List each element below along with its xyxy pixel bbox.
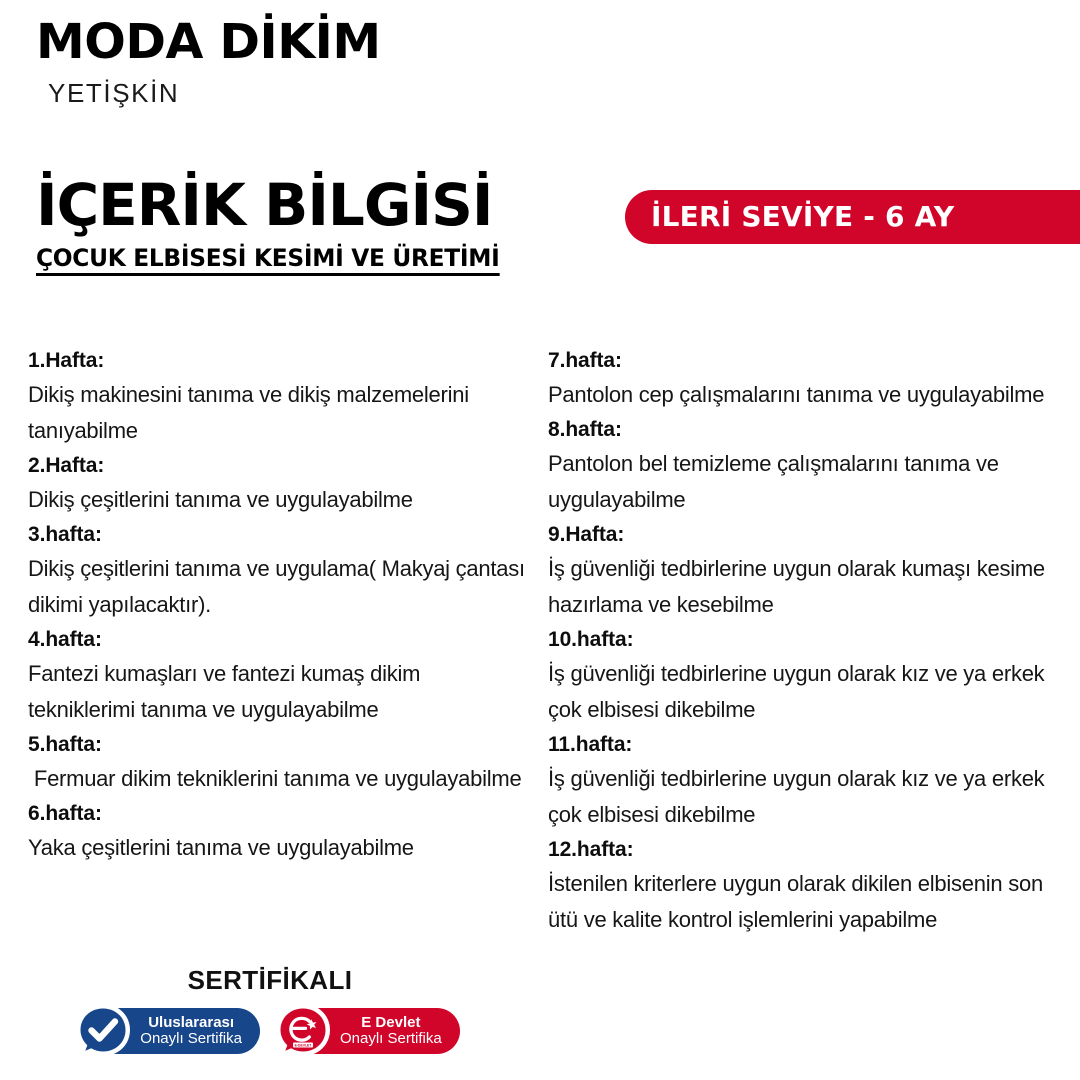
check-circle-icon <box>74 1002 132 1060</box>
week-body: Yaka çeşitlerini tanıma ve uygulayabilme <box>28 835 414 860</box>
week-item <box>548 833 1052 938</box>
week-item <box>548 518 1052 623</box>
week-label: 3.hafta: <box>28 523 102 546</box>
week-item <box>548 413 1052 518</box>
svg-text:E-DEVLET: E-DEVLET <box>294 1043 312 1048</box>
week-item <box>28 797 526 866</box>
week-body: Fermuar dikim tekniklerini tanıma ve uygulayabilme <box>28 766 522 791</box>
curriculum-column-left <box>0 344 540 866</box>
week-label: 2.Hafta: <box>28 454 105 477</box>
certificate-badge-line1: Uluslararası <box>148 1013 235 1031</box>
week-item <box>28 728 526 797</box>
curriculum-column-right <box>540 344 1080 938</box>
week-body: Pantolon cep çalışmalarını tanıma ve uygulayabilme <box>548 382 1045 407</box>
certificate-badge-international <box>80 1008 260 1054</box>
week-item <box>548 623 1052 728</box>
brand-title: MODA DİKİM <box>36 14 381 70</box>
certificate-badge-text <box>136 1015 242 1047</box>
curriculum-columns <box>0 344 1080 938</box>
week-label: 8.hafta: <box>548 418 622 441</box>
week-body: İş güvenliği tedbirlerine uygun olarak kız ve ya erkek çok elbisesi dikebilme <box>548 661 1051 722</box>
certificate-block <box>28 965 512 1054</box>
certificate-badge-line2: Onaylı Sertifika <box>340 1030 442 1047</box>
certificate-badges <box>28 1008 512 1054</box>
certificate-badge-text <box>336 1015 442 1047</box>
section-heading <box>36 171 656 276</box>
certificate-badge-line1: E Devlet <box>361 1013 421 1031</box>
week-body: Dikiş makinesini tanıma ve dikiş malzemelerini tanıyabilme <box>28 382 475 443</box>
week-label: 10.hafta: <box>548 628 634 651</box>
week-label: 12.hafta: <box>548 838 634 861</box>
edevlet-logo-icon <box>274 1002 332 1060</box>
certificate-badge-line2: Onaylı Sertifika <box>140 1030 242 1047</box>
week-body: Dikiş çeşitlerini tanıma ve uygulayabilme <box>28 487 413 512</box>
certificate-title: SERTİFİKALI <box>187 965 353 995</box>
week-item <box>28 449 526 518</box>
week-item <box>28 623 526 728</box>
week-body: Fantezi kumaşları ve fantezi kumaş dikim tekniklerimi tanıma ve uygulayabilme <box>28 661 427 722</box>
level-badge <box>625 190 1080 244</box>
week-body: İş güvenliği tedbirlerine uygun olarak kız ve ya erkek çok elbisesi dikebilme <box>548 766 1051 827</box>
week-item <box>548 728 1052 833</box>
week-label: 9.Hafta: <box>548 523 625 546</box>
week-label: 5.hafta: <box>28 733 102 756</box>
week-item <box>548 344 1052 413</box>
week-body: İş güvenliği tedbirlerine uygun olarak kumaşı kesime hazırlama ve kesebilme <box>548 556 1051 617</box>
week-item <box>28 344 526 449</box>
brand-subtitle: YETİŞKİN <box>48 78 180 108</box>
section-subtitle: ÇOCUK ELBİSESİ KESİMİ VE ÜRETİMİ <box>36 246 499 276</box>
week-label: 6.hafta: <box>28 802 102 825</box>
week-item <box>28 518 531 623</box>
week-body: Dikiş çeşitlerini tanıma ve uygulama( Makyaj çantası dikimi yapılacaktır). <box>28 556 531 617</box>
level-badge-label: İLERİ SEVİYE - 6 AY <box>651 200 955 233</box>
certificate-badge-edevlet <box>280 1008 460 1054</box>
week-label: 7.hafta: <box>548 349 622 372</box>
week-label: 11.hafta: <box>548 733 633 756</box>
week-body: İstenilen kriterlere uygun olarak dikilen elbisenin son ütü ve kalite kontrol işlemlerini yapabilme <box>548 871 1049 932</box>
week-label: 1.Hafta: <box>28 349 105 372</box>
header <box>36 14 636 108</box>
week-body: Pantolon bel temizleme çalışmalarını tanıma ve uygulayabilme <box>548 451 1005 512</box>
week-label: 4.hafta: <box>28 628 102 651</box>
page-title: İÇERİK BİLGİSİ <box>36 171 493 239</box>
